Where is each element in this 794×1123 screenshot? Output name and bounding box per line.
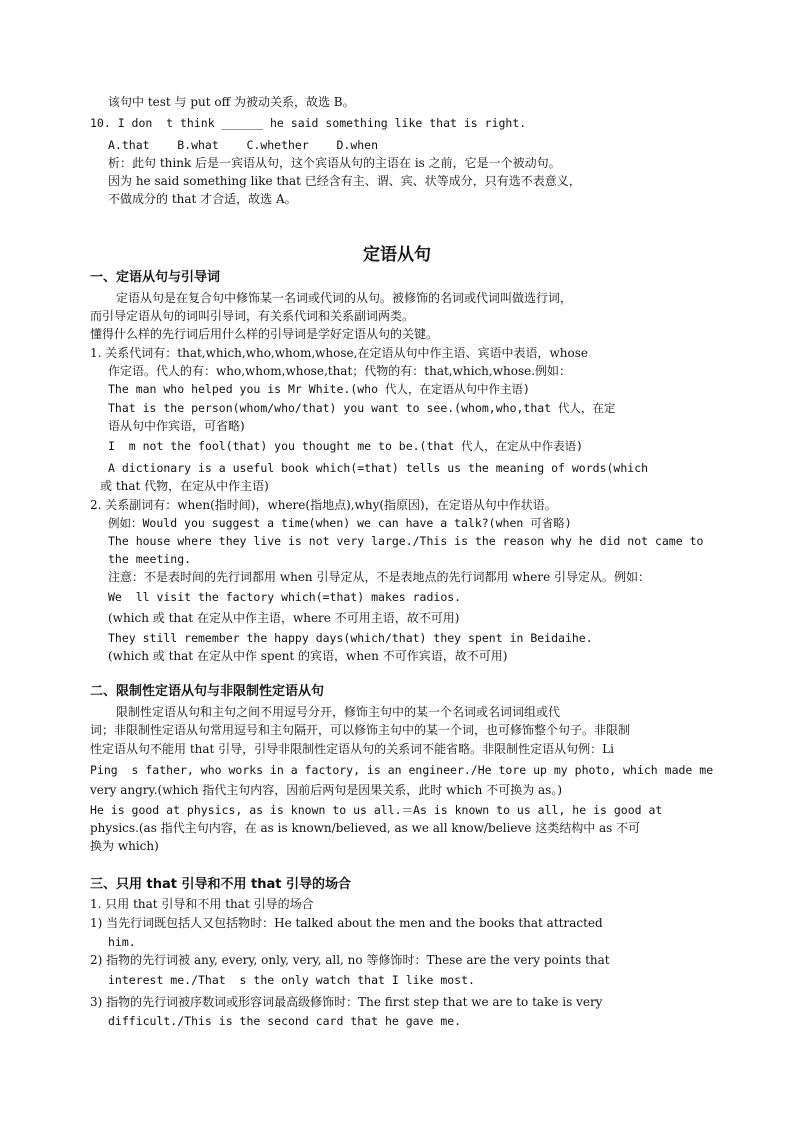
example-line: They still remember the happy days(which/that) they spent in Beidaihe. — [108, 631, 593, 645]
analysis-line: 因为 he said something like that 已经含有主、谓、宾、状等成分，只有选不表意义， — [108, 174, 581, 188]
example-line: That is the person(whom/who/that) you want to see.(whom,who,that 代人，在定 — [108, 401, 616, 415]
paragraph-line: Ping s father, who works in a factory, is an engineer./He tore up my photo, which made me — [90, 763, 714, 777]
paragraph-line: 限制性定语从句和主句之间不用逗号分开，修饰主句中的某一个名词或名词词组或代 — [116, 705, 561, 719]
analysis-line: 析：此句 think 后是一宾语从句，这个宾语从句的主语在 is 之前，它是一个被动句。 — [108, 156, 561, 170]
list-item: difficult./This is the second card that he gave me. — [108, 1014, 462, 1028]
subheading: 1. 只用 that 引导和不用 that 引导的场合 — [90, 897, 314, 911]
example-line: 或 that 代物，在定从中作主语) — [100, 479, 269, 493]
example-line: The house where they live is not very large./This is the reason why he did not came to — [108, 534, 704, 548]
options-line: A.that B.what C.whether D.when — [108, 138, 379, 152]
example-line: We ll visit the factory which(=that) makes radios. — [108, 590, 462, 604]
list-item: interest me./That s the only watch that I like most. — [108, 973, 475, 987]
list-item: 2. 关系副词有：when(指时间)，where(指地点),why(指原因)，在定语从句中作状语。 — [90, 498, 557, 512]
paragraph-line: very angry.(which 指代主句内容，因前后两句是因果关系，此时 which 不可换为 as。) — [90, 783, 563, 797]
page-title: 定语从句 — [363, 245, 431, 265]
example-line: A dictionary is a useful book which(=that) tells us the meaning of words(which — [108, 461, 649, 475]
paragraph-line: He is good at physics, as is known to us all.＝As is known to us all, he is good at — [90, 803, 663, 817]
paragraph-line: 定语从句是在复合句中修饰某一名词或代词的从句。被修饰的名词或代词叫做选行词， — [116, 291, 573, 305]
note-line: 注意：不是表时间的先行词都用 when 引导定从，不是表地点的先行词都用 where 引导定从。例如： — [108, 570, 651, 584]
section-heading: 一、定语从句与引导词 — [90, 270, 221, 285]
section-heading: 三、只用 that 引导和不用 that 引导的场合 — [90, 877, 352, 892]
analysis-line: 不做成分的 that 才合适，故选 A。 — [108, 192, 297, 206]
example-line: the meeting. — [108, 552, 192, 566]
paragraph-line: physics.(as 指代主句内容，在 as is known/believed, as we all know/believe 这类结构中 as 不可 — [90, 821, 641, 835]
text-line: 该句中 test 与 put off 为被动关系，故选 B。 — [108, 95, 355, 109]
paragraph-line: 懂得什么样的先行词后用什么样的引导词是学好定语从句的关键。 — [90, 327, 439, 341]
example-line: (which 或 that 在定从中作主语，where 不可用主语，故不可用) — [108, 611, 460, 625]
list-item: 1. 关系代词有：that,which,who,whom,whose,在定语从句中作主语、宾语中表语，whose — [90, 346, 588, 360]
question-line: 10. I don t think ______ he said something like that is right. — [90, 116, 527, 130]
paragraph-line: 换为 which) — [90, 839, 159, 853]
paragraph-line: 性定语从句不能用 that 引导，引导非限制性定语从句的关系词不能省略。非限制性定语从句例：Li — [90, 742, 614, 756]
list-item: 1) 当先行词既包括人又包括物时：He talked about the men and the books that attracted — [90, 916, 603, 930]
paragraph-line: 词；非限制性定语从句常用逗号和主句隔开，可以修饰主句中的某一个词，也可修饰整个句子。非限制 — [90, 723, 631, 737]
example-line: The man who helped you is Mr White.(who 代人，在定语从句中作主语) — [108, 382, 530, 396]
example-line: I m not the fool(that) you thought me to be.(that 代人，在定从中作表语) — [108, 439, 584, 453]
list-item: 3) 指物的先行词被序数词或形容词最高级修饰时：The first step that we are to take is very — [90, 995, 603, 1009]
example-line: 例如：Would you suggest a time(when) we can have a talk?(when 可省略) — [108, 516, 572, 530]
list-item: 作定语。代人的有：who,whom,whose,that；代物的有：that,which,whose.例如： — [108, 364, 572, 378]
section-heading: 二、限制性定语从句与非限制性定语从句 — [90, 684, 325, 699]
list-item: 2) 指物的先行词被 any, every, only, very, all, no 等修饰时：These are the very points that — [90, 953, 610, 967]
paragraph-line: 而引导定语从句的词叫引导词，有关系代词和关系副词两类。 — [90, 309, 415, 323]
example-line: 语从句中作宾语，可省略) — [108, 419, 245, 433]
list-item: him. — [108, 935, 136, 949]
example-line: (which 或 that 在定从中作 spent 的宾语，when 不可作宾语，故不可用) — [108, 649, 508, 663]
